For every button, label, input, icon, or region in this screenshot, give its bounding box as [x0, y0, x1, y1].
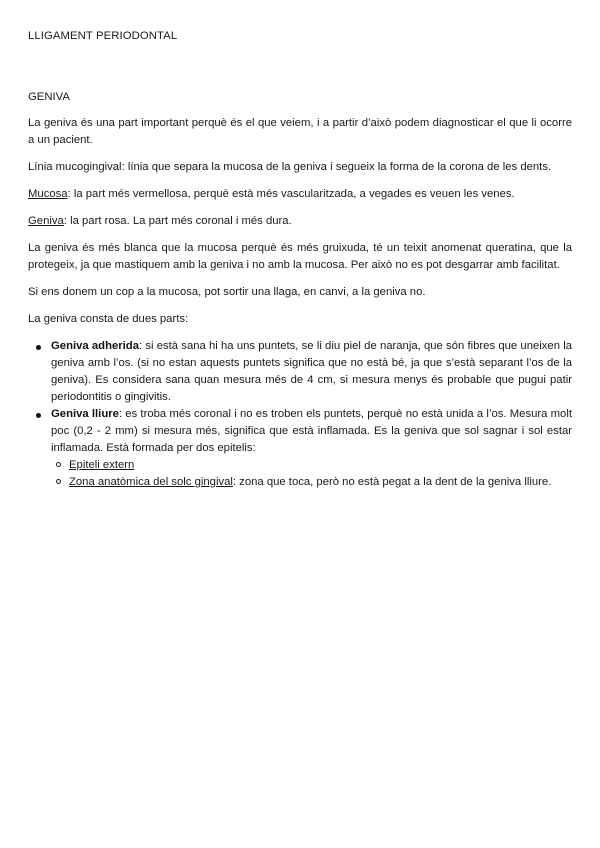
external-epithelium-term: Epiteli extern [69, 459, 135, 471]
sulcus-zone-text: : zona que toca, però no està pegat a la dent de la geniva lliure. [232, 476, 552, 488]
paragraph-mucosa [28, 186, 572, 203]
list-item-free-gingiva [51, 406, 572, 491]
sulcus-zone-term: Zona anatòmica del solc gingival [69, 476, 233, 488]
paragraph-parts-intro: La geniva consta de dues parts: [28, 313, 189, 325]
paragraph-keratin: La geniva és més blanca que la mucosa perquè és més gruixuda, té un teixit anomenat queratina, que la protegeix, ja que mastiquem amb la geniva i no amb la mucosa. Per això no es pot desgarrar amb facilitat. [28, 242, 572, 271]
free-gingiva-term: Geniva lliure [51, 408, 119, 420]
geniva-definition: : la part rosa. La part més coronal i més dura. [63, 215, 292, 227]
paragraph-intro: La geniva és una part important perquè és el que veiem, i a partir d’això podem diagnosticar el que li ocorre a un pacient. [28, 117, 572, 146]
geniva-parts-list [28, 338, 572, 491]
mucosa-definition: : la part més vermellosa, perquè està més vascularitzada, a vegades es veuen les venes. [67, 188, 515, 200]
section-title: GENIVA [28, 91, 70, 103]
epithelia-sublist [51, 457, 572, 491]
paragraph-mucogingival-line: Línia mucogingival: línia que separa la mucosa de la geniva i segueix la forma de la corona de les dents. [28, 161, 552, 173]
mucosa-term: Mucosa [28, 188, 68, 200]
attached-gingiva-text: : si està sana hi ha uns puntets, se li diu piel de naranja, que són fibres que uneixen la geniva amb l’os. (si no estan aquests puntets significa que no està bé, ja que s’està separant l’os de la geniva). Es considera sana quan mesura més de 4 cm, si mesura menys és probable que pugui patir periodontitis o gingivitis. [51, 340, 572, 403]
document-title: LLIGAMENT PERIODONTAL [28, 30, 178, 42]
geniva-term: Geniva [28, 215, 64, 227]
free-gingiva-text: : es troba més coronal i no es troben els puntets, perquè no està unida a l’os. Mesura molt poc (0,2 - 2 mm) si mesura més, significa que està inflamada. Es la geniva que sol sagnar i sol estar inflamada. Està formada per dos epitelis: [51, 408, 572, 454]
paragraph-geniva [28, 213, 572, 230]
attached-gingiva-term: Geniva adherida [51, 340, 139, 352]
list-item-attached-gingiva [51, 338, 572, 406]
sublist-item-external-epithelium [69, 457, 572, 474]
paragraph-injury: Si ens donem un cop a la mucosa, pot sortir una llaga, en canvi, a la geniva no. [28, 286, 426, 298]
sublist-item-sulcus-zone [69, 474, 572, 491]
